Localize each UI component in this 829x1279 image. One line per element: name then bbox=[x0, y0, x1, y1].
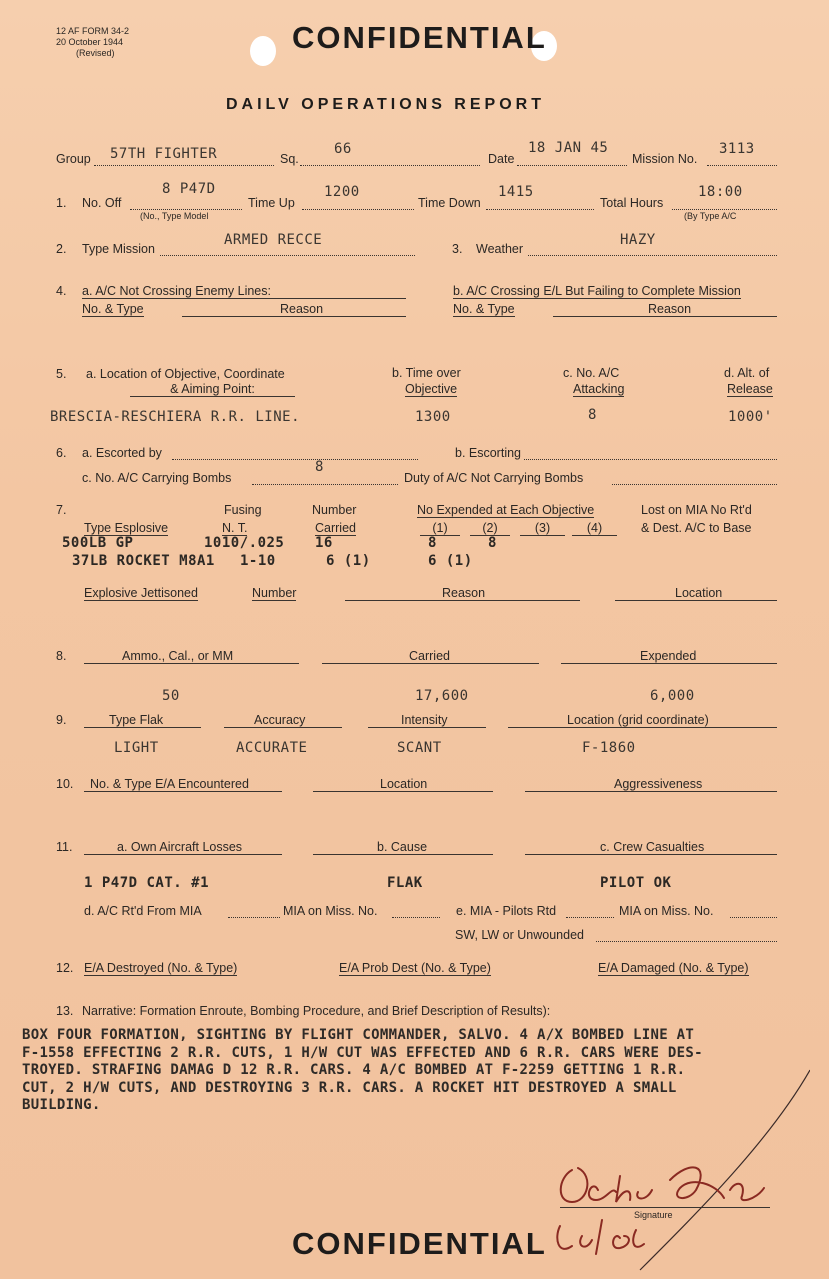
signature-label: Signature bbox=[634, 1210, 673, 1220]
jettisoned-label: Explosive Jettisoned bbox=[84, 586, 198, 600]
item3-num: 3. bbox=[452, 242, 463, 256]
escorting-label: b. Escorting bbox=[455, 446, 522, 460]
ea-destroyed-label: E/A Destroyed (No. & Type) bbox=[84, 961, 238, 975]
classification-bottom: CONFIDENTIAL bbox=[292, 1226, 547, 1261]
flak-location-label: Location (grid coordinate) bbox=[567, 713, 709, 727]
row2-carried: 6 (1) bbox=[326, 553, 371, 569]
flak-accuracy-label: Accuracy bbox=[254, 713, 306, 727]
lost-label-1: Lost on MIA No Rt'd bbox=[641, 503, 752, 517]
own-losses-label: a. Own Aircraft Losses bbox=[117, 840, 243, 854]
time-up-value: 1200 bbox=[324, 184, 360, 200]
type-explosive-label: Type Esplosive bbox=[84, 521, 169, 535]
attacking-value: 8 bbox=[588, 407, 597, 423]
weather-value: HAZY bbox=[620, 232, 656, 248]
mia-miss-no-label: MIA on Miss. No. bbox=[283, 904, 378, 918]
item5-b-label-1: b. Time over bbox=[392, 366, 461, 380]
obj-col-3: (3) bbox=[520, 521, 565, 536]
punch-hole-left bbox=[250, 36, 276, 66]
rtd-from-mia-label: d. A/C Rt'd From MIA bbox=[84, 904, 202, 918]
item10-num: 10. bbox=[56, 777, 74, 791]
item11-num: 11. bbox=[56, 840, 73, 854]
type-mission-value: ARMED RECCE bbox=[224, 232, 323, 248]
item5-b-label-2: Objective bbox=[405, 382, 458, 396]
ammo-expended-label: Expended bbox=[640, 649, 697, 663]
flak-accuracy-value: ACCURATE bbox=[236, 740, 308, 756]
jettisoned-number-label: Number bbox=[252, 586, 297, 600]
row2-type: 37LB ROCKET M8A1 bbox=[72, 553, 215, 569]
time-down-value: 1415 bbox=[498, 184, 534, 200]
classification-top: CONFIDENTIAL bbox=[292, 20, 547, 55]
lost-label-2: & Dest. A/C to Base bbox=[641, 521, 752, 535]
item4-b-col1: No. & Type bbox=[453, 302, 515, 316]
release-value: 1000' bbox=[728, 409, 773, 425]
obj-col-2: (2) bbox=[470, 521, 510, 536]
item4-b-col2: Reason bbox=[648, 302, 692, 316]
time-up-label: Time Up bbox=[248, 196, 295, 210]
row1-fusing: 1010/.025 bbox=[204, 535, 285, 551]
ea-location-label: Location bbox=[380, 777, 428, 791]
crew-casualties-label: c. Crew Casualties bbox=[600, 840, 705, 854]
carrying-bombs-value: 8 bbox=[315, 459, 324, 475]
ammo-carried-label: Carried bbox=[409, 649, 450, 663]
item5-c-label-2: Attacking bbox=[573, 382, 625, 396]
sq-value: 66 bbox=[334, 141, 352, 157]
no-off-label: No. Off bbox=[82, 196, 122, 210]
fusing-label-2: N. T. bbox=[222, 521, 248, 535]
expended-label: No Expended at Each Objective bbox=[417, 503, 595, 517]
flak-intensity-value: SCANT bbox=[397, 740, 442, 756]
group-label: Group bbox=[56, 152, 91, 166]
form-id-line3: (Revised) bbox=[76, 48, 115, 58]
item13-num: 13. bbox=[56, 1004, 74, 1018]
ea-prob-dest-label: E/A Prob Dest (No. & Type) bbox=[339, 961, 491, 975]
obj-col-4: (4) bbox=[572, 521, 617, 536]
narrative-line-4: CUT, 2 H/W CUTS, AND DESTROYING 3 R.R. CARS. A ROCKET HIT DESTROYED A SMALL bbox=[22, 1079, 677, 1096]
ea-damaged-label: E/A Damaged (No. & Type) bbox=[598, 961, 749, 975]
carrying-bombs-label: c. No. A/C Carrying Bombs bbox=[82, 471, 232, 485]
mia-miss-no-label-2: MIA on Miss. No. bbox=[619, 904, 714, 918]
flak-type-value: LIGHT bbox=[114, 740, 159, 756]
own-losses-value: 1 P47D CAT. #1 bbox=[84, 875, 210, 891]
item2-num: 2. bbox=[56, 242, 67, 256]
row1-obj1: 8 bbox=[428, 535, 437, 551]
ea-aggressiveness-label: Aggressiveness bbox=[614, 777, 703, 791]
item5-num: 5. bbox=[56, 367, 67, 381]
row2-fusing: 1-10 bbox=[240, 553, 276, 569]
group-value: 57TH FIGHTER bbox=[110, 146, 218, 162]
crew-casualties-value: PILOT OK bbox=[600, 875, 672, 891]
row1-carried: 16 bbox=[315, 535, 333, 551]
item5-a-label-2: & Aiming Point: bbox=[130, 382, 295, 397]
ammo-value: 50 bbox=[162, 688, 180, 704]
item9-num: 9. bbox=[56, 713, 67, 727]
item5-d-label-1: d. Alt. of bbox=[724, 366, 770, 380]
item4-a-col2: Reason bbox=[280, 302, 324, 316]
item7-num: 7. bbox=[56, 503, 67, 517]
ea-encountered-label: No. & Type E/A Encountered bbox=[90, 777, 249, 791]
duty-label: Duty of A/C Not Carrying Bombs bbox=[404, 471, 584, 485]
item12-num: 12. bbox=[56, 961, 74, 975]
item4-a-col1: No. & Type bbox=[82, 302, 144, 316]
date-value: 18 JAN 45 bbox=[528, 140, 609, 156]
date-label: Date bbox=[488, 152, 515, 166]
handwritten-signature bbox=[520, 1060, 810, 1279]
time-over-value: 1300 bbox=[415, 409, 451, 425]
narrative-line-2: F-1558 EFFECTING 2 R.R. CUTS, 1 H/W CUT WAS EFFECTED AND 6 R.R. CARS WERE DES- bbox=[22, 1044, 703, 1061]
jettisoned-location-label: Location bbox=[675, 586, 723, 600]
objective-location-value: BRESCIA-RESCHIERA R.R. LINE. bbox=[50, 409, 301, 425]
total-hours-sub: (By Type A/C bbox=[684, 211, 737, 221]
wounded-label: SW, LW or Unwounded bbox=[455, 928, 584, 942]
weather-label: Weather bbox=[476, 242, 524, 256]
item6-num: 6. bbox=[56, 446, 67, 460]
total-hours-label: Total Hours bbox=[600, 196, 664, 210]
narrative-label: Narrative: Formation Enroute, Bombing Procedure, and Brief Description of Results): bbox=[82, 1004, 551, 1018]
mission-value: 3113 bbox=[719, 141, 755, 157]
narrative-line-3: TROYED. STRAFING DAMAG D 12 R.R. CARS. 4 A/C BOMBED AT F-2259 GETTING 1 R.R. bbox=[22, 1062, 686, 1078]
number-label-1: Number bbox=[312, 503, 357, 517]
mia-pilots-rtd-label: e. MIA - Pilots Rtd bbox=[456, 904, 557, 918]
jettisoned-reason-label: Reason bbox=[442, 586, 486, 600]
no-off-value: 8 P47D bbox=[162, 181, 216, 197]
ammo-expended-value: 6,000 bbox=[650, 688, 695, 704]
item4-num: 4. bbox=[56, 284, 67, 298]
flak-intensity-label: Intensity bbox=[401, 713, 448, 727]
item4-a-label: a. A/C Not Crossing Enemy Lines: bbox=[82, 284, 271, 298]
row1-obj2: 8 bbox=[488, 535, 497, 551]
escorted-by-label: a. Escorted by bbox=[82, 446, 162, 460]
row1-type: 500LB GP bbox=[62, 535, 134, 551]
number-label-2: Carried bbox=[315, 521, 356, 535]
type-mission-label: Type Mission bbox=[82, 242, 155, 256]
narrative-line-5: BUILDING. bbox=[22, 1097, 101, 1113]
ammo-carried-value: 17,600 bbox=[415, 688, 469, 704]
sq-label: Sq. bbox=[280, 152, 299, 166]
item5-d-label-2: Release bbox=[727, 382, 773, 396]
obj-col-1: (1) bbox=[420, 521, 460, 536]
flak-location-value: F-1860 bbox=[582, 740, 636, 756]
item4-b-label: b. A/C Crossing E/L But Failing to Complete Mission bbox=[453, 284, 741, 298]
row2-obj1: 6 (1) bbox=[428, 553, 473, 569]
item5-c-label-1: c. No. A/C bbox=[563, 366, 620, 380]
time-down-label: Time Down bbox=[418, 196, 481, 210]
flak-type-label: Type Flak bbox=[109, 713, 164, 727]
narrative-line-1: BOX FOUR FORMATION, SIGHTING BY FLIGHT COMMANDER, SALVO. 4 A/X BOMBED LINE AT bbox=[22, 1027, 695, 1043]
fusing-label-1: Fusing bbox=[224, 503, 262, 517]
total-hours-value: 18:00 bbox=[698, 184, 743, 200]
item1-num: 1. bbox=[56, 196, 67, 210]
item5-a-label-1: a. Location of Objective, Coordinate bbox=[86, 367, 285, 381]
ammo-label: Ammo., Cal., or MM bbox=[122, 649, 234, 663]
cause-label: b. Cause bbox=[377, 840, 428, 854]
cause-value: FLAK bbox=[387, 875, 423, 891]
no-off-sub: (No., Type Model bbox=[140, 211, 209, 221]
mission-label: Mission No. bbox=[632, 152, 698, 166]
item8-num: 8. bbox=[56, 649, 67, 663]
form-id-line2: 20 October 1944 bbox=[56, 37, 124, 47]
form-id-line1: 12 AF FORM 34-2 bbox=[56, 26, 130, 36]
report-title: DAILV OPERATIONS REPORT bbox=[226, 96, 545, 113]
